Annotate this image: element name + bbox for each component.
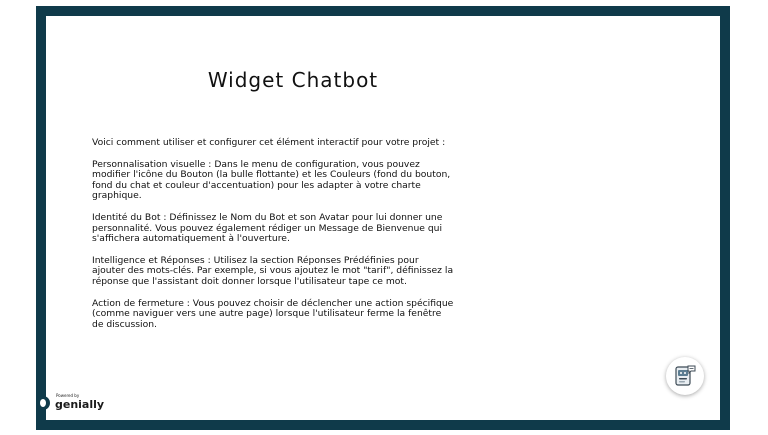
- paragraph-visual-customization: Personnalisation visuelle : Dans le menu de configuration, vous pouvez modifier l'icône du Bouton (la bulle flottante) et les Couleurs (fond du bouton, fond du chat et couleur d'accentuation) pour les adapter à votre charte graphique.: [92, 158, 451, 202]
- genially-logo[interactable]: [36, 389, 116, 417]
- paragraph-bot-identity: Identité du Bot : Définissez le Nom du Bot et son Avatar pour lui donner une personnalité. Vous pouvez également rédiger un Message de Bienvenue qui s'affichera automatiquement à l'ouverture.: [92, 211, 443, 245]
- instructions-text: [92, 138, 454, 341]
- slide-canvas: [46, 16, 720, 420]
- slide-title: Widget Chatbot: [207, 68, 379, 92]
- chatbot-robot-icon: [673, 364, 697, 388]
- chat-launcher-button[interactable]: [666, 357, 704, 395]
- paragraph-intro: Voici comment utiliser et configurer cet élément interactif pour votre projet :: [92, 137, 446, 148]
- slide-frame: [36, 6, 730, 430]
- paragraph-close-action: Action de fermeture : Vous pouvez choisir de déclencher une action spécifique (comme naviguer vers une autre page) lorsque l'utilisateur ferme la fenêtre de discussion.: [92, 297, 454, 330]
- genially-mark-icon: [36, 396, 50, 410]
- paragraph-intelligence-responses: Intelligence et Réponses : Utilisez la section Réponses Prédéfinies pour ajouter des mots-clés. Par exemple, si vous ajoutez le mot "tarif", définissez la réponse que l'assistant doit donner lorsque l'utilisateur tape ce mot.: [92, 254, 454, 287]
- powered-by-label: Powered by: [56, 393, 80, 398]
- brand-name: genially: [55, 398, 105, 411]
